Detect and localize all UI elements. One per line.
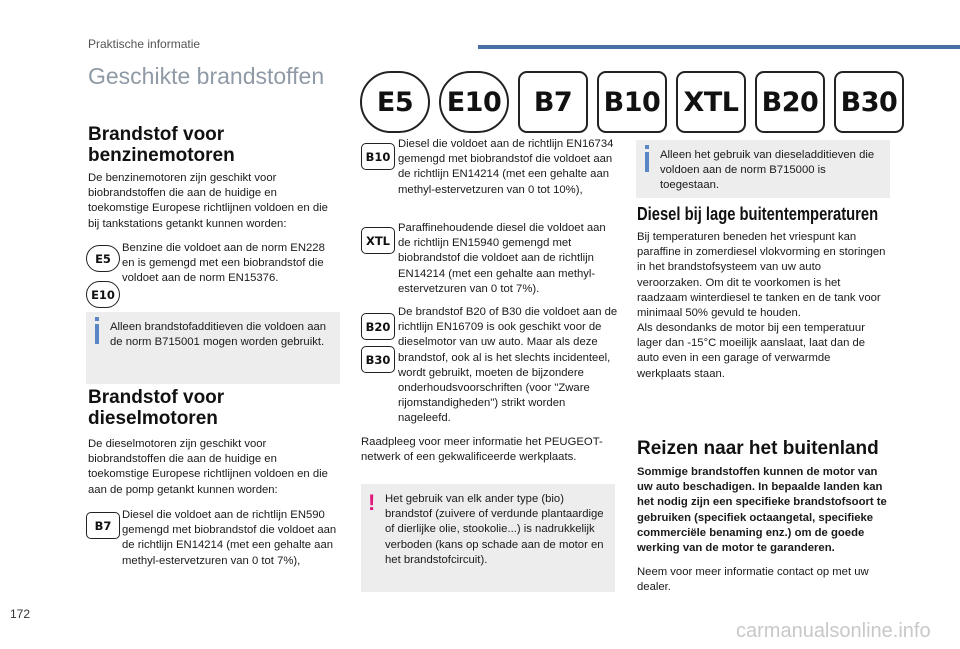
diesel-intro: De dieselmotoren zijn geschikt voor biobrandstoffen die aan de huidige en toekomstige Europese richtlijnen voldoen en die aan de pomp getankt kunnen worden: — [88, 438, 328, 496]
info-icon — [645, 152, 649, 172]
info-icon — [95, 324, 99, 344]
fuel-logo-e5: E5 — [360, 71, 430, 133]
b7-description: Diesel die voldoet aan de richtlijn EN590 gemengd met biobrandstof die voldoet aan de richtlijn EN14214 (met een gehalte aan methyl-estervetzuren van 0 tot 7%), — [122, 509, 337, 567]
fuel-logo-b30: B30 — [834, 71, 904, 133]
petrol-note-text: Alleen brandstofadditieven die voldoen aan de norm B715001 mogen worden gebruikt. — [110, 321, 327, 349]
fuel-logo-xtl: XTL — [676, 71, 746, 133]
abroad-text: Neem voor meer informatie contact op met uw dealer. — [637, 566, 869, 594]
warning-icon: ! — [368, 490, 376, 515]
fuel-logo-b20: B20 — [755, 71, 825, 133]
cold-weather-text-1: Bij temperaturen beneden het vriespunt kan paraffine in zomerdiesel vlokvorming en storingen in het brandstofsysteem van uw auto veroorzaken. Om dit te voorkomen is het raadzaam winterdiesel te tanken en de tank voor minimaal 50% gevuld te houden. — [637, 231, 886, 320]
petrol-note-box — [86, 312, 340, 384]
warning-text: Het gebruik van elk ander type (bio) brandstof (zuivere of verdunde plantaardige of dierlijke olie, stookolie...) is nadrukkelijk verboden (kans op schade aan de motor en het brandstofcircuit). — [385, 493, 604, 566]
diesel-additive-note-box — [636, 140, 890, 198]
abroad-bold-text: Sommige brandstoffen kunnen de motor van uw auto beschadigen. In bepaalde landen kan het nodig zijn een specifieke brandstofsoort te gebruiken (specifiek octaangetal, specifieke commerciële benaming enz.) om de goede werking van de motor te garanderen. — [637, 466, 887, 555]
petrol-intro: De benzinemotoren zijn geschikt voor biobrandstoffen die aan de huidige en toekomstige Europese richtlijnen voldoen en die bij tankstations getankt kunnen worden: — [88, 172, 328, 230]
page-title: Geschikte brandstoffen — [88, 63, 325, 89]
consult-text: Raadpleeg voor meer informatie het PEUGEOT-netwerk of een gekwalificeerde werkplaats. — [361, 436, 603, 464]
small-logo-e10: E10 — [86, 281, 120, 308]
cold-weather-text-2: Als desondanks de motor bij een temperatuur lager dan -15°C moeilijk aanslaat, laat dan de auto even in een garage of verwarmde werkplaats staan. — [637, 322, 866, 380]
small-logo-b10: B10 — [361, 143, 395, 170]
cold-weather-heading: Diesel bij lage buitentemperaturen — [637, 204, 879, 224]
e5-description: Benzine die voldoet aan de norm EN228 en is gemengd met een biobrandstof die voldoet aan de norm EN15376. — [122, 242, 325, 285]
small-logo-b20: B20 — [361, 313, 395, 340]
small-logo-e5: E5 — [86, 245, 120, 272]
diesel-heading: Brandstof voor dieselmotoren — [88, 387, 225, 429]
small-logo-b30: B30 — [361, 346, 395, 373]
header-accent-bar — [478, 45, 960, 49]
fuel-logo-b7: B7 — [518, 71, 588, 133]
warning-box — [361, 484, 615, 592]
b10-description: Diesel die voldoet aan de richtlijn EN16734 gemengd met biobrandstof die voldoet aan de richtlijn EN14214 (met een gehalte aan methyl-estervetzuren van 0 tot 10%), — [398, 138, 614, 196]
abroad-heading: Reizen naar het buitenland — [637, 438, 879, 459]
fuel-logo-b10: B10 — [597, 71, 667, 133]
fuel-logo-e10: E10 — [439, 71, 509, 133]
diesel-additive-note-text: Alleen het gebruik van dieseladditieven die voldoen aan de norm B715000 is toegestaan. — [660, 149, 875, 192]
page-number: 172 — [10, 607, 31, 621]
small-logo-b7: B7 — [86, 512, 120, 539]
xtl-description: Paraffinehoudende diesel die voldoet aan de richtlijn EN15940 gemengd met biobrandstof die voldoet aan de richtlijn EN14214 (met een gehalte aan methyl-estervetzuren van 0 tot 7%). — [398, 222, 606, 295]
b20-b30-description: De brandstof B20 of B30 die voldoet aan de richtlijn EN16709 is ook geschikt voor de dieselmotor van uw auto. Maar als deze brandstof, ook al is het slechts incidenteel, wordt gebruikt, moeten de bijzondere onderhoudsvoorschriften (voor "Zware rijomstandigheden") strikt worden nageleefd. — [398, 306, 618, 425]
fuel-logo-row — [360, 71, 904, 133]
section-label: Praktische informatie — [88, 37, 201, 51]
petrol-heading: Brandstof voor benzinemotoren — [88, 124, 235, 166]
small-logo-xtl: XTL — [361, 227, 395, 254]
watermark: carmanualsonline.info — [736, 620, 931, 642]
